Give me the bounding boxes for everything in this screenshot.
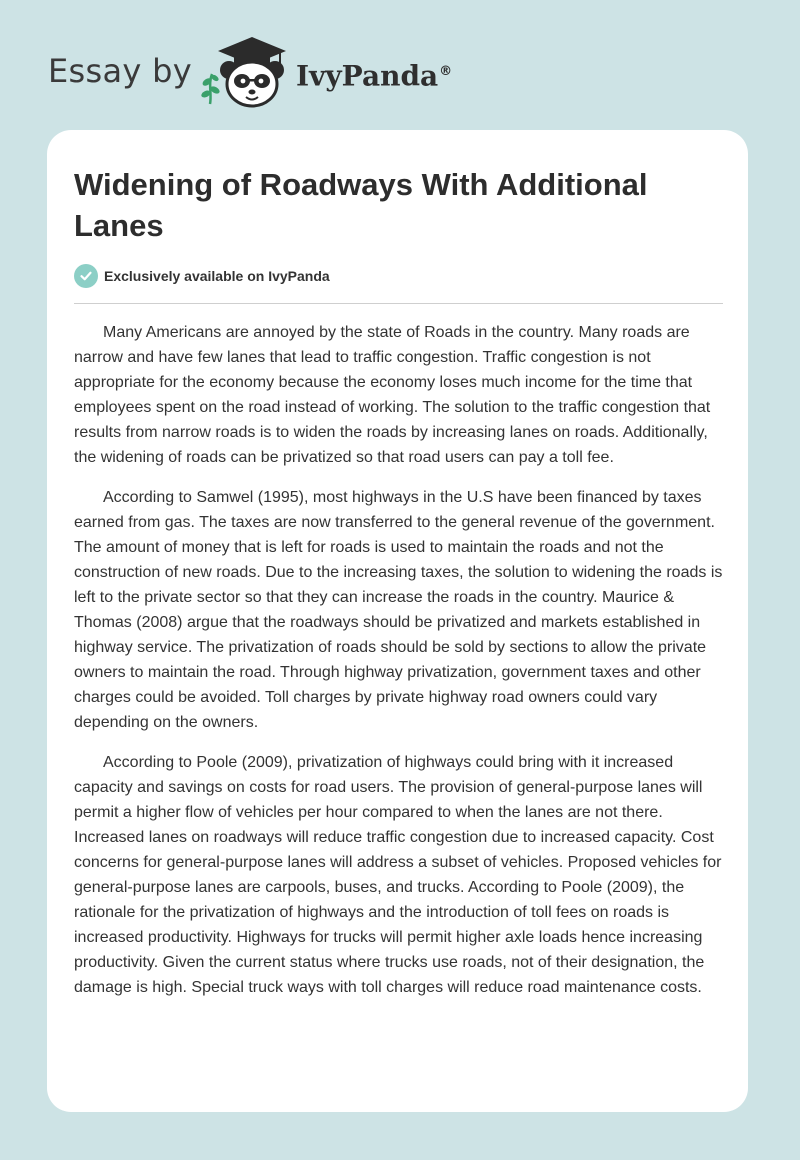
exclusive-badge: [74, 264, 330, 288]
paragraph: According to Samwel (1995), most highways in the U.S have been financed by taxes earned from gas. The taxes are now transferred to the general revenue of the government. The amount of money that is left for roads is used to maintain the roads and not the construction of new roads. Due to the increasing taxes, the solution to widening the roads is left to the private sector so that they can increase the roads in the country. Maurice & Thomas (2008) argue that the roadways should be privatized and markets established in highway service. The privatization of roads should be sold by sections to allow the private owners to maintain the road. Through highway privatization, government taxes and other charges could be avoided. Toll charges by private highway road owners could vary depending on the owners.: [74, 489, 723, 731]
registered-mark: ®: [439, 64, 453, 79]
exclusive-badge-text: Exclusively available on IvyPanda: [104, 268, 330, 284]
essay-by-label: Essay by: [48, 52, 192, 90]
brand-name-text: IvyPanda: [296, 59, 439, 93]
divider: [74, 303, 723, 304]
essay-card: [47, 130, 748, 1112]
site-header: [0, 0, 800, 120]
brand-name[interactable]: [296, 54, 452, 94]
paragraph: According to Poole (2009), privatization of highways could bring with it increased capacity and savings on costs for road users. The provision of general-purpose lanes will permit a higher flow of vehicles per hour compared to when the lanes are not there. Increased lanes on roadways will reduce traffic congestion due to increased capacity. Cost concerns for general-purpose lanes will address a subset of vehicles. Proposed vehicles for general-purpose lanes are carpools, buses, and trucks. According to Poole (2009), the rationale for the privatization of highways and the introduction of toll fees on roads is increased productivity. Highways for trucks will permit higher axle loads hence increasing productivity. Given the current status where trucks use roads, not of their designation, the damage is high. Special truck ways with toll charges will reduce road maintenance costs.: [74, 754, 722, 996]
essay-title: Widening of Roadways With Additional Lanes: [74, 167, 648, 243]
essay-body: [74, 320, 724, 1015]
paragraph: Many Americans are annoyed by the state of Roads in the country. Many roads are narrow and have few lanes that lead to traffic congestion. Traffic congestion is not appropriate for the economy because the economy loses much income for the time that employees spent on the road instead of working. The solution to the traffic congestion that results from narrow roads is to widen the roads by increasing lanes on roads. Additionally, the widening of roads can be privatized so that road users can pay a toll fee.: [74, 324, 711, 466]
check-circle-icon: [74, 264, 98, 288]
panda-graduate-icon[interactable]: [198, 34, 294, 110]
